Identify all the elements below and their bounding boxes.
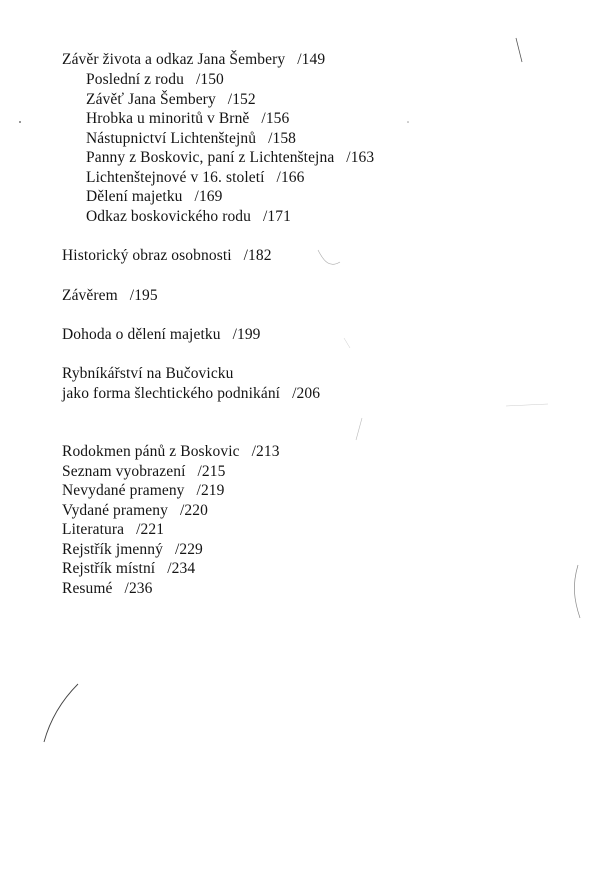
toc-entry-page: /171: [263, 208, 291, 225]
toc-entry-page: /206: [292, 385, 321, 402]
scan-scratch: [574, 565, 580, 618]
toc-entry-page: /221: [136, 521, 165, 538]
scan-speck: [19, 121, 21, 123]
scan-speck: [407, 121, 409, 123]
toc-entry-page: /156: [261, 110, 290, 127]
toc-entry-title: Rejstřík místní: [62, 560, 156, 577]
toc-entry-page: /219: [196, 482, 225, 499]
toc-entry-page: /213: [251, 443, 280, 460]
scan-scratch: [516, 38, 522, 62]
toc-entry-title: Panny z Boskovic, paní z Lichtenštejna: [86, 149, 335, 166]
toc-entry-page: /158: [268, 130, 297, 147]
scan-scratch: [44, 684, 78, 742]
toc-entry-title: Historický obraz osobnosti: [62, 247, 232, 264]
toc-entry-title: Dohoda o dělení majetku: [62, 326, 221, 343]
scan-scratch: [356, 418, 362, 440]
toc-entry-title: Závěť Jana Šembery: [86, 91, 216, 108]
toc-entry-page: /229: [174, 541, 203, 558]
toc-entry-title: Rodokmen pánů z Boskovic: [62, 443, 240, 460]
toc-entry-page: /234: [167, 560, 196, 577]
toc-entry-title: Resumé: [62, 580, 113, 597]
toc-entry-title: Lichtenštejnové v 16. století: [86, 169, 265, 186]
toc-entry-page: /199: [232, 326, 261, 343]
toc-entry-page: /182: [243, 247, 272, 264]
toc-entry-page: /236: [124, 580, 153, 597]
toc-entry-title: Závěrem: [62, 287, 118, 304]
toc-entry-page: /152: [227, 91, 256, 108]
toc-entry-page: /166: [276, 169, 305, 186]
toc-entry-page: /169: [194, 188, 223, 205]
scan-scratch: [506, 404, 548, 406]
toc-entry-page: /149: [297, 51, 326, 68]
toc-entry-title: Poslední z rodu: [86, 71, 184, 88]
toc-entry-title: Nástupnictví Lichtenštejnů: [86, 130, 257, 147]
toc-entry-title: Nevydané prameny: [62, 482, 185, 499]
toc-entry-title: jako forma šlechtického podnikání: [62, 385, 281, 402]
toc-entry-page: /150: [195, 71, 224, 88]
toc-entry-page: /220: [180, 502, 208, 519]
toc-entry-title: Seznam vyobrazení: [62, 463, 186, 480]
scan-scratch: [318, 250, 340, 264]
toc-entry-page: /215: [197, 463, 226, 480]
toc-entry-page: /195: [129, 287, 158, 304]
toc-entry-title: Vydané prameny: [62, 502, 168, 519]
toc-entry-title: Dělení majetku: [86, 188, 183, 205]
toc-entry-title: Rejstřík jmenný: [62, 541, 163, 558]
toc-entry-title: Hrobka u minoritů v Brně: [86, 110, 250, 127]
scan-scratch: [344, 338, 350, 348]
toc-entry-title: Rybníkářství na Bučovicku: [62, 365, 234, 382]
toc-entry-page: /163: [346, 149, 375, 166]
toc-entry-title: Závěr života a odkaz Jana Šembery: [62, 51, 286, 68]
toc-entry-title: Literatura: [62, 521, 125, 538]
toc-entry-title: Odkaz boskovického rodu: [86, 208, 252, 225]
